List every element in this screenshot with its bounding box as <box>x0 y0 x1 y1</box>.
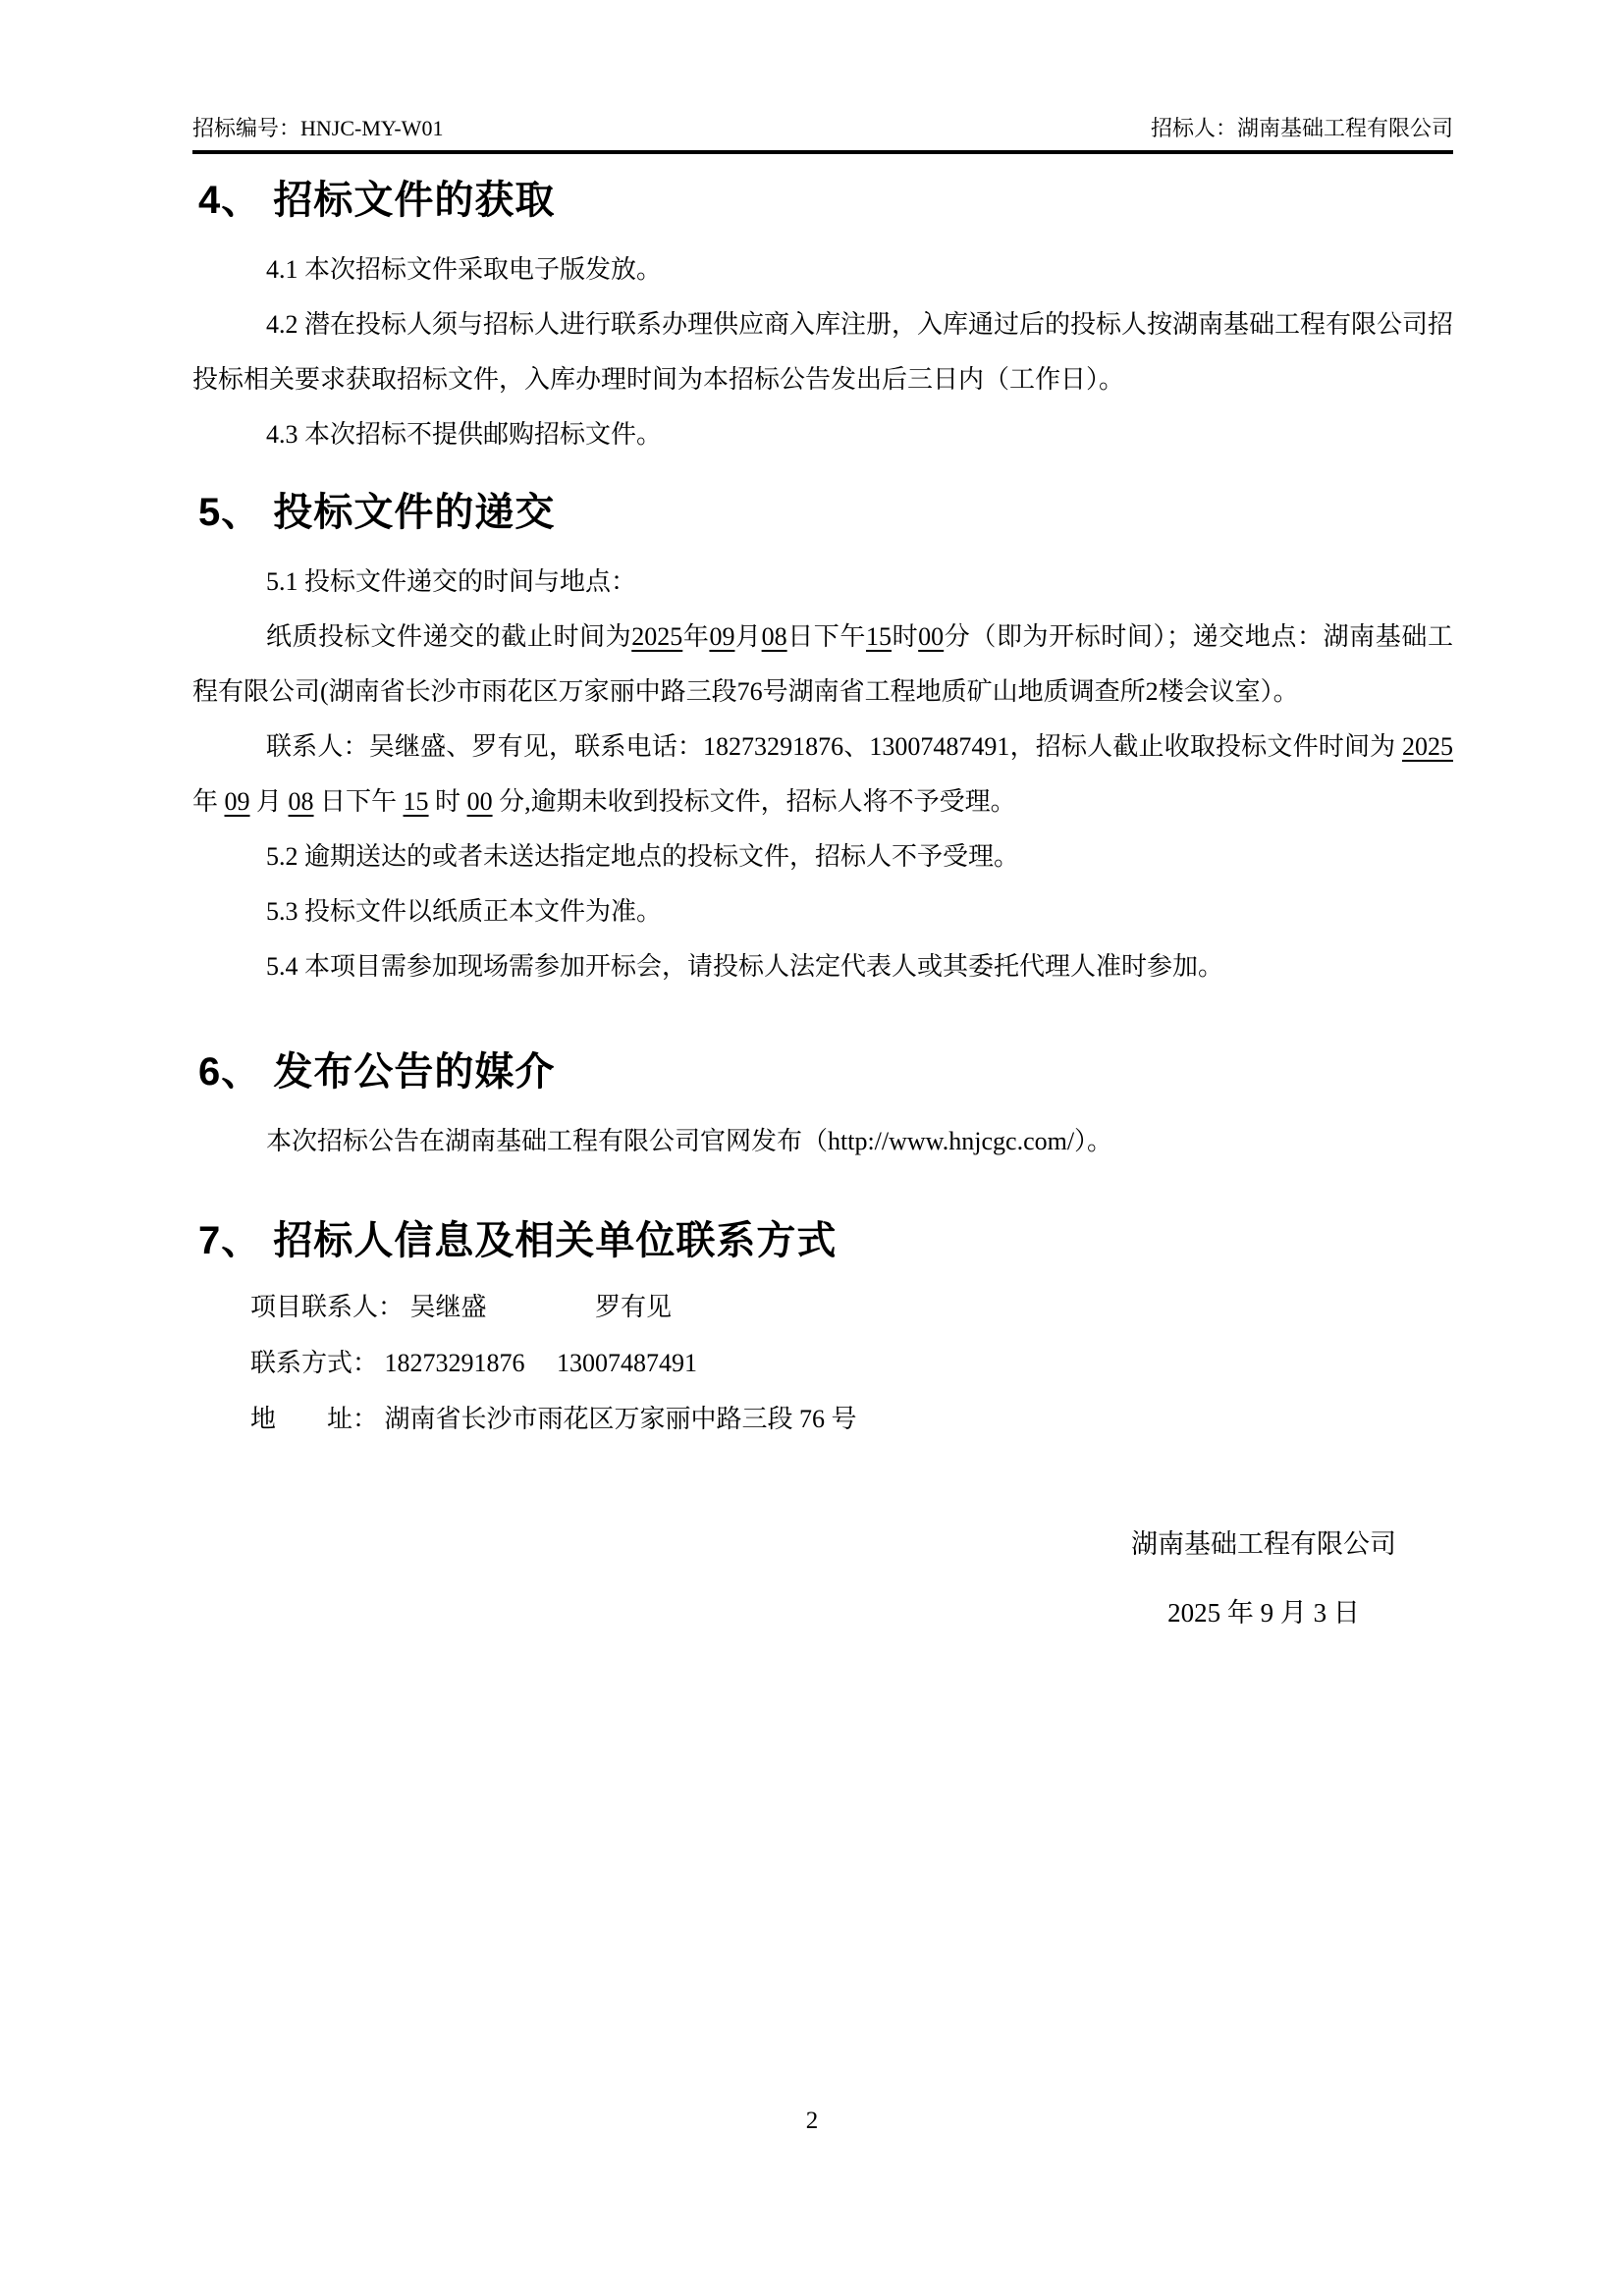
signature-company: 湖南基础工程有限公司 <box>1131 1529 1396 1559</box>
tender-number: 招标编号：HNJC-MY-W01 <box>192 116 444 140</box>
section-7-title: 7、 招标人信息及相关单位联系方式 <box>198 1219 838 1262</box>
signature-block <box>1131 1510 1453 1647</box>
paragraph-4-1: 4.1 本次招标文件采取电子版发放。 <box>266 255 663 284</box>
tenderer-name: 招标人：湖南基础工程有限公司 <box>1150 116 1453 140</box>
paragraph-5-contacts: 联系人：吴继盛、罗有见，联系电话：18273291876、13007487491，招标人截止收取投标文件时间为 2025 年 09 月 08 日下午 15 时 00 分,逾期未收到投标文件，招标人将不予受理。 <box>192 732 1460 816</box>
page-number: 2 <box>805 2108 819 2134</box>
paragraph-5-1: 5.1 投标文件递交的时间与地点： <box>266 567 637 596</box>
paragraph-5-4: 5.4 本项目需参加现场需参加开标会，请投标人法定代表人或其委托代理人准时参加。 <box>266 952 1224 981</box>
paragraph-6-1: 本次招标公告在湖南基础工程有限公司官网发布（http://www.hnjcgc.com/）。 <box>266 1127 1113 1155</box>
paragraph-4-2: 4.2 潜在投标人须与招标人进行联系办理供应商入库注册，入库通过后的投标人按湖南基础工程有限公司招投标相关要求获取招标文件，入库办理时间为本招标公告发出后三日内（工作日）。 <box>192 310 1454 394</box>
address-row: 地 址： 湖南省长沙市雨花区万家丽中路三段 76 号 <box>250 1405 857 1433</box>
paragraph-5-deadline: 纸质投标文件递交的截止时间为2025年09月08日下午15时00分（即为开标时间）；递交地点：湖南基础工程有限公司(湖南省长沙市雨花区万家丽中路三段76号湖南省工程地质矿山地质调查所2楼会议室）。 <box>192 622 1453 706</box>
document-page <box>192 0 1460 1647</box>
paragraph-5-2: 5.2 逾期送达的或者未送达指定地点的投标文件，招标人不予受理。 <box>266 842 1020 871</box>
section-6-title: 6、 发布公告的媒介 <box>198 1050 556 1094</box>
paragraph-4-3: 4.3 本次招标不提供邮购招标文件。 <box>266 420 663 449</box>
contact-phone-row: 联系方式： 18273291876 13007487491 <box>250 1349 698 1377</box>
paragraph-5-3: 5.3 投标文件以纸质正本文件为准。 <box>266 897 663 926</box>
section-4-title: 4、 招标文件的获取 <box>198 179 556 222</box>
signature-date: 2025 年 9 月 3 日 <box>1167 1598 1360 1628</box>
page-header <box>192 116 1453 154</box>
section-5-title: 5、 投标文件的递交 <box>198 491 556 534</box>
project-contact-row: 项目联系人： 吴继盛 罗有见 <box>250 1293 673 1321</box>
